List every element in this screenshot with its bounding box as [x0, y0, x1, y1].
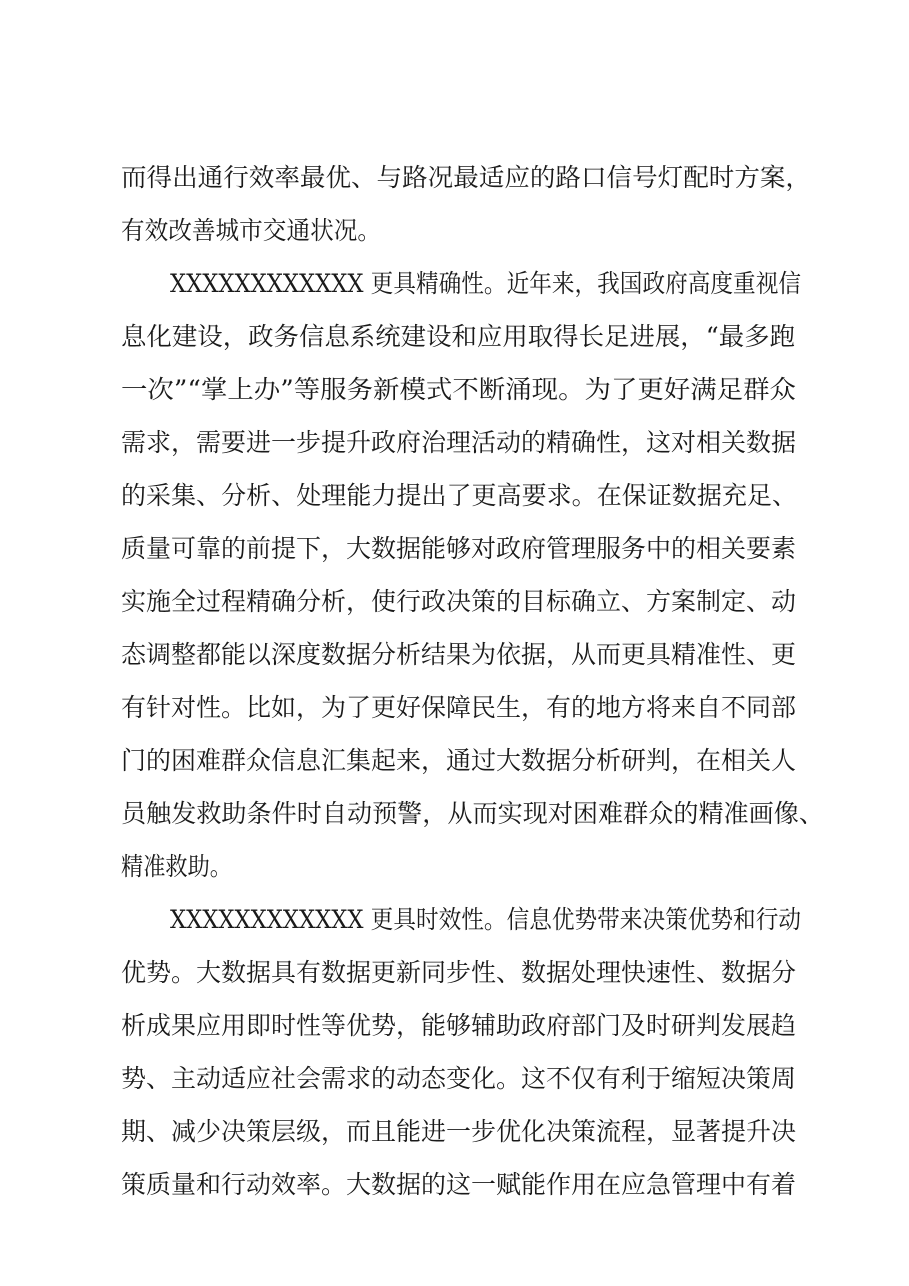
text-line	[0, 951, 909, 995]
text-line-content: 有针对性。比如，为了更好保障民生，有的地方将来自不同部	[121, 693, 796, 722]
text-line-content: 态调整都能以深度数据分析结果为依据，从而更具精准性、更	[121, 640, 796, 669]
text-line	[0, 421, 909, 465]
text-line-content: 息化建设，政务信息系统建设和应用取得长足进展，“最多跑	[121, 322, 795, 351]
text-line	[0, 633, 909, 677]
text-line	[0, 527, 909, 571]
text-line	[0, 898, 909, 942]
text-line	[0, 368, 909, 412]
text-line-content: 析成果应用即时性等优势，能够辅助政府部门及时研判发展趋	[121, 1011, 796, 1040]
text-line-content: 门的困难群众信息汇集起来，通过大数据分析研判，在相关人	[121, 746, 796, 775]
text-line	[0, 1004, 909, 1048]
text-line-content: 员触发救助条件时自动预警，从而实现对困难群众的精准画像、	[121, 799, 824, 828]
text-line-content: 期、减少决策层级，而且能进一步优化决策流程，显著提升决	[121, 1117, 796, 1146]
text-line	[0, 156, 909, 200]
text-line	[0, 580, 909, 624]
text-line-content: 而得出通行效率最优、与路况最适应的路口信号灯配时方案，	[121, 163, 811, 192]
text-line-content: 需求，需要进一步提升政府治理活动的精确性，这对相关数据	[121, 428, 796, 457]
text-line	[0, 1057, 909, 1101]
text-line-content: 一次”“掌上办”等服务新模式不断涌现。为了更好满足群众	[121, 375, 796, 404]
text-line	[0, 262, 909, 306]
text-line	[0, 1110, 909, 1154]
text-line-content: 精准救助。	[121, 852, 232, 881]
text-line	[0, 686, 909, 730]
text-line-content: XXXXXXXXXXXX 更具时效性。信息优势带来决策优势和行动	[170, 905, 801, 934]
text-line	[0, 792, 909, 836]
text-line	[0, 845, 909, 889]
text-line-content: 实施全过程精确分析，使行政决策的目标确立、方案制定、动	[121, 587, 796, 616]
text-line-content: 质量可靠的前提下，大数据能够对政府管理服务中的相关要素	[121, 534, 796, 563]
text-line-content: 的采集、分析、处理能力提出了更高要求。在保证数据充足、	[121, 481, 797, 510]
text-line	[0, 315, 909, 359]
text-line	[0, 474, 909, 518]
text-line-content: 策质量和行动效率。大数据的这一赋能作用在应急管理中有着	[121, 1170, 796, 1199]
text-line	[0, 209, 909, 253]
text-line-content: XXXXXXXXXXXX 更具精确性。近年来，我国政府高度重视信	[170, 269, 801, 298]
text-line-content: 势、主动适应社会需求的动态变化。这不仅有利于缩短决策周	[121, 1064, 796, 1093]
text-line	[0, 1163, 909, 1207]
text-line-content: 有效改善城市交通状况。	[121, 216, 381, 245]
text-line-content: 优势。大数据具有数据更新同步性、数据处理快速性、数据分	[121, 958, 796, 987]
text-line	[0, 739, 909, 783]
